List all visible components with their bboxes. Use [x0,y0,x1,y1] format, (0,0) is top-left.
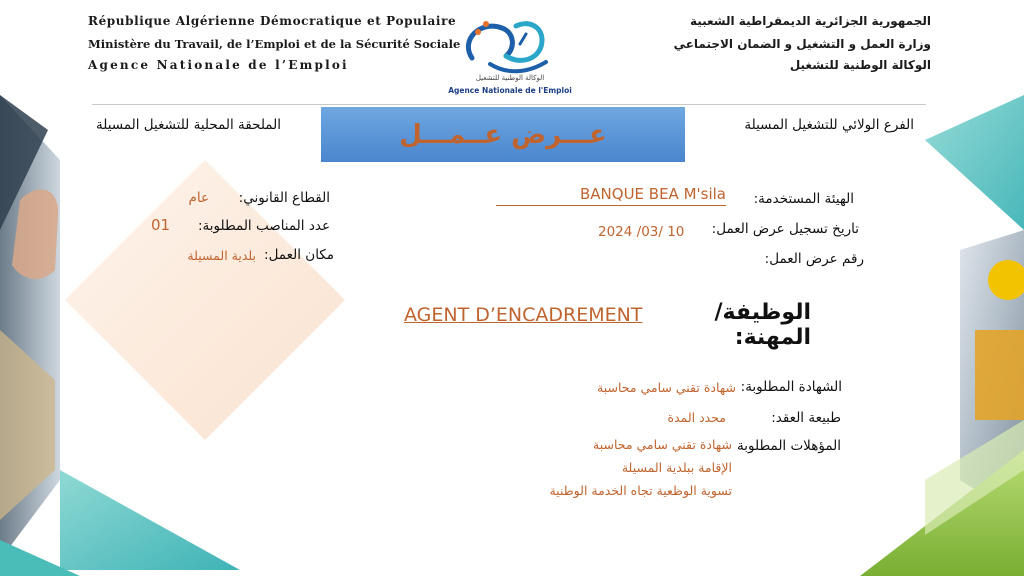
job-label: الوظيفة/المهنة: [714,300,811,350]
title-banner [321,107,685,162]
teal-triangle-right [925,95,1024,230]
certificate-label: الشهادة المطلوبة: [740,379,842,395]
certificate-value: شهادة تقني سامي محاسبة [597,380,736,395]
employer-label: الهيئة المستخدمة: [753,191,854,207]
job-value: AGENT D’ENCADREMENT [404,304,643,326]
qualification-item: الإقامة ببلدية المسيلة [621,460,732,475]
qualifications-label: المؤهلات المطلوبة [737,438,841,454]
positions-label: عدد المناصب المطلوبة: [197,218,330,234]
date-label: تاريخ تسجيل عرض العمل: [711,221,859,237]
qualification-item: تسوية الوظعية تجاه الخدمة الوطنية [549,483,732,498]
offer-number-label: رقم عرض العمل: [764,251,864,267]
positions-value: 01 [151,216,171,234]
logo-arabic-name: الوكالة الوطنية للتشغيل [475,74,545,82]
date-value: 2024 /03/ 10 [598,224,685,240]
location-label: مكان العمل: [264,247,334,263]
header-ar-ministry: وزارة العمل و التشغيل و الضمان الاجتماعي [673,37,931,51]
branch-right-label: الفرع الولائي للتشغيل المسيلة [744,117,914,133]
contract-label: طبيعة العقد: [771,410,841,426]
header-ar-republic: الجمهورية الجزائرية الديمقراطية الشعبية [689,14,931,28]
header-fr-agency: Agence Nationale de l’Emploi [88,58,349,72]
qualification-item: شهادة تقني سامي محاسبة [593,437,732,452]
sector-label: القطاع القانوني: [238,190,330,206]
worker-vest [975,330,1024,420]
branch-left-label: الملحقة المحلية للتشغيل المسيلة [96,117,281,133]
header-divider [92,104,926,105]
location-value: بلدية المسيلة [187,248,256,263]
header-fr-republic: République Algérienne Démocratique et Populaire [88,14,457,28]
logo-french-name: Agence Nationale de l'Emploi [448,86,572,95]
employer-value: BANQUE BEA M'sila [496,185,726,206]
sector-value: عام [188,190,209,206]
header-fr-ministry: Ministère du Travail, de l’Emploi et de la Sécurité Sociale [88,37,461,51]
header-ar-agency: الوكالة الوطنية للتشغيل [789,58,931,72]
page-title: عـــرض عــمـــل [399,119,607,150]
contract-value: محدد المدة [667,410,726,425]
